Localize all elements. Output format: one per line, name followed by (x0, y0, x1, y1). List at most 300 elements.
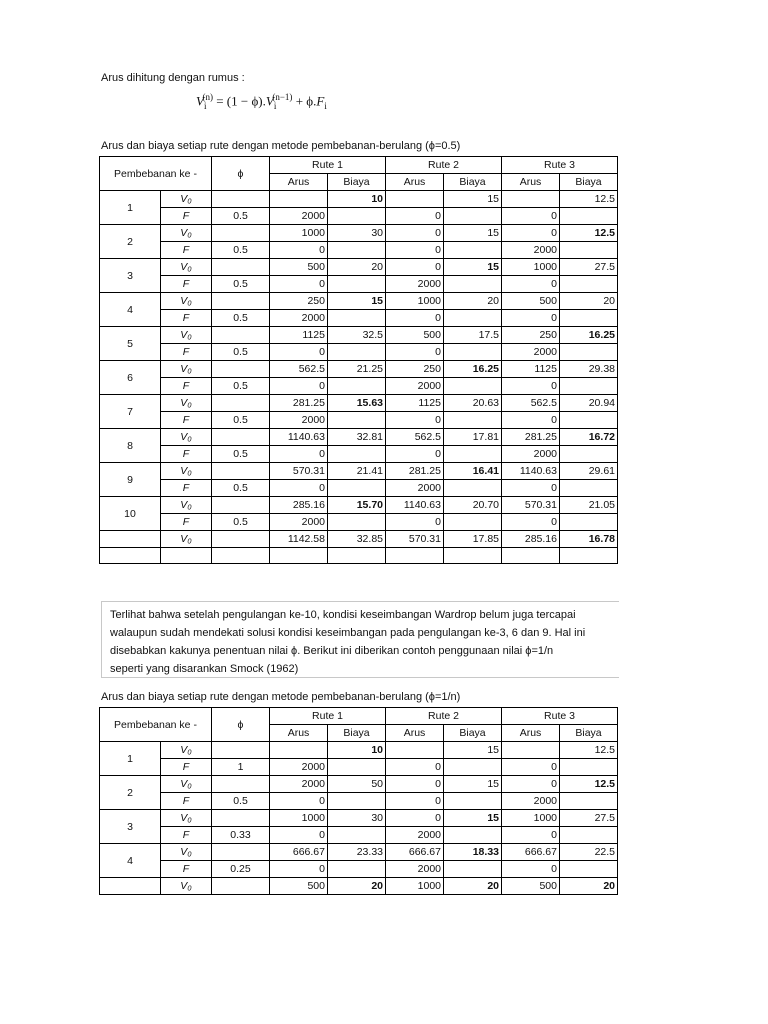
iteration-number: 7 (100, 395, 161, 429)
iteration-number: 4 (100, 293, 161, 327)
header-biaya: Biaya (444, 174, 502, 191)
flow-cell: 666.67 (502, 844, 560, 861)
flow-cell: 500 (502, 293, 560, 310)
header-pembebanan: Pembebanan ke - (100, 157, 212, 191)
cost-cell: 10 (328, 742, 386, 759)
flow-cell: 1140.63 (270, 429, 328, 446)
cost-cell (444, 514, 502, 531)
phi-cell (212, 259, 270, 276)
phi-cell (212, 531, 270, 548)
flow-cell: 281.25 (270, 395, 328, 412)
table-row (100, 191, 618, 208)
flow-cell: 2000 (270, 412, 328, 429)
cost-cell: 12.5 (560, 225, 618, 242)
cost-cell: 27.5 (560, 259, 618, 276)
cost-cell: 15 (444, 259, 502, 276)
cost-cell (328, 793, 386, 810)
table-row (100, 514, 618, 531)
flow-cell: 0 (502, 514, 560, 531)
flow-cell: 0 (502, 225, 560, 242)
iteration-number (100, 531, 161, 548)
flow-cell (270, 742, 328, 759)
cost-cell: 50 (328, 776, 386, 793)
cost-cell: 12.5 (560, 191, 618, 208)
iteration-number: 6 (100, 361, 161, 395)
phi-cell: 0.25 (212, 861, 270, 878)
table-row (100, 827, 618, 844)
table-row (100, 776, 618, 793)
table-row (100, 844, 618, 861)
phi-cell (212, 429, 270, 446)
row-label-v: V₀ (161, 463, 212, 480)
cost-cell: 12.5 (560, 742, 618, 759)
cost-cell: 16.78 (560, 531, 618, 548)
cost-cell (560, 480, 618, 497)
phi-cell (212, 844, 270, 861)
cost-cell (328, 412, 386, 429)
table-phi-05 (99, 156, 618, 564)
row-label-f: F (161, 446, 212, 463)
cost-cell (444, 276, 502, 293)
flow-cell: 1140.63 (502, 463, 560, 480)
header-biaya: Biaya (560, 725, 618, 742)
empty-cell (328, 548, 386, 564)
cost-cell: 20.63 (444, 395, 502, 412)
header-biaya: Biaya (328, 725, 386, 742)
flow-cell: 0 (386, 776, 444, 793)
note-line: walaupun sudah mendekati solusi kondisi keseimbangan pada pengulangan ke-3, 6 dan 9. Hal ini (110, 627, 586, 639)
phi-cell: 0.5 (212, 378, 270, 395)
cost-cell (560, 827, 618, 844)
cost-cell: 12.5 (560, 776, 618, 793)
flow-cell: 500 (270, 878, 328, 895)
cost-cell: 27.5 (560, 810, 618, 827)
cost-cell (444, 793, 502, 810)
flow-cell: 2000 (502, 344, 560, 361)
cost-cell: 29.38 (560, 361, 618, 378)
flow-cell: 2000 (386, 480, 444, 497)
row-label-v: V₀ (161, 327, 212, 344)
flow-cell: 250 (502, 327, 560, 344)
row-label-v: V₀ (161, 361, 212, 378)
cost-cell (560, 344, 618, 361)
iteration-formula: $V_i^{(n)} = (1 - \phi).V_i^{(n-1)} + \phi.F_i$ (196, 92, 327, 111)
phi-cell (212, 463, 270, 480)
header-phi: ϕ (212, 157, 270, 191)
table-row (100, 225, 618, 242)
row-label-f: F (161, 378, 212, 395)
flow-cell: 0 (386, 259, 444, 276)
flow-cell: 0 (502, 480, 560, 497)
cost-cell (444, 861, 502, 878)
phi-cell: 0.5 (212, 310, 270, 327)
note-line: disebabkan kakunya penentuan nilai ϕ. Berikut ini diberikan contoh penggunaan nilai ϕ=1/n (110, 645, 554, 657)
cost-cell: 15 (444, 191, 502, 208)
cost-cell (444, 480, 502, 497)
cost-cell: 23.33 (328, 844, 386, 861)
table-row (100, 412, 618, 429)
cost-cell (444, 446, 502, 463)
cost-cell: 20 (560, 878, 618, 895)
row-label-v: V₀ (161, 293, 212, 310)
table-row (100, 395, 618, 412)
flow-cell: 285.16 (502, 531, 560, 548)
cost-cell (444, 208, 502, 225)
row-label-v: V₀ (161, 844, 212, 861)
header-rute3: Rute 3 (502, 708, 618, 725)
cost-cell: 15 (328, 293, 386, 310)
table2-caption: Arus dan biaya setiap rute dengan metode pembebanan-berulang (ϕ=1/n) (101, 691, 461, 703)
flow-cell: 562.5 (386, 429, 444, 446)
cost-cell: 32.5 (328, 327, 386, 344)
table-row (100, 242, 618, 259)
phi-cell (212, 293, 270, 310)
flow-cell (386, 191, 444, 208)
row-label-f: F (161, 793, 212, 810)
cost-cell: 32.85 (328, 531, 386, 548)
phi-cell: 0.5 (212, 276, 270, 293)
table-row (100, 742, 618, 759)
note-line: seperti yang disarankan Smock (1962) (110, 663, 299, 675)
row-label-f: F (161, 412, 212, 429)
cost-cell: 15.70 (328, 497, 386, 514)
flow-cell: 0 (386, 514, 444, 531)
row-label-v: V₀ (161, 191, 212, 208)
flow-cell: 562.5 (270, 361, 328, 378)
flow-cell: 0 (270, 861, 328, 878)
flow-cell: 0 (502, 276, 560, 293)
table-row (100, 259, 618, 276)
phi-cell: 0.5 (212, 514, 270, 531)
phi-cell (212, 395, 270, 412)
cost-cell: 17.85 (444, 531, 502, 548)
header-biaya: Biaya (328, 174, 386, 191)
table-row (100, 497, 618, 514)
table-row (100, 361, 618, 378)
row-label-v: V₀ (161, 497, 212, 514)
phi-cell (212, 742, 270, 759)
header-biaya: Biaya (560, 174, 618, 191)
row-label-v: V₀ (161, 742, 212, 759)
iteration-number: 9 (100, 463, 161, 497)
cost-cell (328, 344, 386, 361)
phi-cell: 0.5 (212, 446, 270, 463)
iteration-number: 2 (100, 776, 161, 810)
header-arus: Arus (386, 725, 444, 742)
cost-cell (328, 310, 386, 327)
table-row-empty (100, 548, 618, 564)
flow-cell: 1140.63 (386, 497, 444, 514)
cost-cell: 18.33 (444, 844, 502, 861)
flow-cell: 0 (502, 827, 560, 844)
flow-cell: 2000 (386, 276, 444, 293)
flow-cell: 0 (502, 378, 560, 395)
flow-cell: 2000 (502, 793, 560, 810)
flow-cell (502, 742, 560, 759)
cost-cell (560, 514, 618, 531)
flow-cell: 2000 (386, 378, 444, 395)
flow-cell: 500 (386, 327, 444, 344)
phi-cell (212, 191, 270, 208)
header-rute2: Rute 2 (386, 708, 502, 725)
flow-cell: 0 (386, 759, 444, 776)
cost-cell (444, 310, 502, 327)
header-phi: ϕ (212, 708, 270, 742)
iteration-number: 1 (100, 191, 161, 225)
flow-cell: 2000 (270, 776, 328, 793)
row-label-f: F (161, 514, 212, 531)
flow-cell: 0 (386, 810, 444, 827)
cost-cell (328, 861, 386, 878)
flow-cell: 1125 (270, 327, 328, 344)
flow-cell: 250 (270, 293, 328, 310)
flow-cell: 2000 (270, 759, 328, 776)
flow-cell: 2000 (386, 827, 444, 844)
note-line: Terlihat bahwa setelah pengulangan ke-10, kondisi keseimbangan Wardrop belum juga tercapai (110, 609, 576, 621)
cost-cell (328, 242, 386, 259)
flow-cell: 2000 (270, 208, 328, 225)
flow-cell: 570.31 (270, 463, 328, 480)
iteration-number: 3 (100, 259, 161, 293)
phi-cell (212, 361, 270, 378)
flow-cell: 0 (270, 793, 328, 810)
flow-cell: 0 (270, 446, 328, 463)
cost-cell (328, 827, 386, 844)
flow-cell: 0 (386, 344, 444, 361)
cost-cell: 17.5 (444, 327, 502, 344)
cost-cell: 20 (328, 259, 386, 276)
cost-cell (328, 480, 386, 497)
flow-cell: 2000 (270, 514, 328, 531)
table-row (100, 208, 618, 225)
row-label-v: V₀ (161, 395, 212, 412)
flow-cell: 0 (270, 827, 328, 844)
cost-cell (560, 208, 618, 225)
flow-cell: 0 (502, 776, 560, 793)
row-label-f: F (161, 310, 212, 327)
header-pembebanan: Pembebanan ke - (100, 708, 212, 742)
flow-cell: 1000 (502, 259, 560, 276)
flow-cell: 0 (270, 242, 328, 259)
cost-cell (560, 759, 618, 776)
phi-cell (212, 776, 270, 793)
cost-cell (328, 514, 386, 531)
phi-cell: 0.5 (212, 344, 270, 361)
phi-cell (212, 225, 270, 242)
iteration-number: 10 (100, 497, 161, 531)
iteration-number: 1 (100, 742, 161, 776)
table-row (100, 861, 618, 878)
cost-cell: 17.81 (444, 429, 502, 446)
cost-cell (328, 378, 386, 395)
phi-cell: 0.33 (212, 827, 270, 844)
phi-cell: 0.5 (212, 412, 270, 429)
row-label-f: F (161, 759, 212, 776)
cost-cell (444, 242, 502, 259)
flow-cell: 0 (502, 861, 560, 878)
header-rute2: Rute 2 (386, 157, 502, 174)
cost-cell: 16.72 (560, 429, 618, 446)
cost-cell: 10 (328, 191, 386, 208)
flow-cell: 0 (270, 480, 328, 497)
cost-cell (560, 242, 618, 259)
table-row-final (100, 531, 618, 548)
phi-cell (212, 497, 270, 514)
phi-cell: 0.5 (212, 208, 270, 225)
cost-cell (444, 344, 502, 361)
flow-cell: 562.5 (502, 395, 560, 412)
header-rute3: Rute 3 (502, 157, 618, 174)
cost-cell (328, 208, 386, 225)
flow-cell: 666.67 (386, 844, 444, 861)
flow-cell: 0 (270, 344, 328, 361)
iteration-number (100, 878, 161, 895)
cost-cell: 20 (444, 293, 502, 310)
cost-cell: 15 (444, 225, 502, 242)
header-biaya: Biaya (444, 725, 502, 742)
flow-cell: 0 (386, 310, 444, 327)
flow-cell: 1000 (270, 810, 328, 827)
cost-cell (560, 310, 618, 327)
cost-cell (560, 446, 618, 463)
flow-cell: 250 (386, 361, 444, 378)
flow-cell: 0 (270, 276, 328, 293)
iteration-number: 2 (100, 225, 161, 259)
flow-cell: 1000 (502, 810, 560, 827)
row-label-f: F (161, 480, 212, 497)
header-arus: Arus (270, 174, 328, 191)
iteration-number: 4 (100, 844, 161, 878)
empty-cell (100, 548, 161, 564)
flow-cell: 2000 (502, 242, 560, 259)
cost-cell (444, 759, 502, 776)
flow-cell: 0 (386, 225, 444, 242)
phi-cell (212, 878, 270, 895)
cost-cell: 21.25 (328, 361, 386, 378)
cost-cell (328, 759, 386, 776)
cost-cell (444, 827, 502, 844)
cost-cell: 20 (560, 293, 618, 310)
flow-cell (502, 191, 560, 208)
cost-cell: 22.5 (560, 844, 618, 861)
cost-cell (560, 793, 618, 810)
intro-text: Arus dihitung dengan rumus : (101, 72, 245, 84)
row-label-f: F (161, 208, 212, 225)
table-phi-1n (99, 707, 618, 895)
table-row (100, 480, 618, 497)
cost-cell: 20 (328, 878, 386, 895)
header-rute1: Rute 1 (270, 708, 386, 725)
flow-cell: 2000 (502, 446, 560, 463)
flow-cell: 570.31 (386, 531, 444, 548)
cost-cell: 32.81 (328, 429, 386, 446)
flow-cell: 0 (386, 208, 444, 225)
empty-cell (270, 548, 328, 564)
cost-cell: 15 (444, 810, 502, 827)
cost-cell (560, 861, 618, 878)
flow-cell: 0 (386, 242, 444, 259)
phi-cell (212, 810, 270, 827)
flow-cell: 500 (270, 259, 328, 276)
cost-cell: 21.05 (560, 497, 618, 514)
table-row (100, 327, 618, 344)
flow-cell (270, 191, 328, 208)
flow-cell: 285.16 (270, 497, 328, 514)
flow-cell: 1125 (386, 395, 444, 412)
table-row-final (100, 878, 618, 895)
cost-cell (328, 276, 386, 293)
phi-cell: 0.5 (212, 480, 270, 497)
cost-cell: 16.41 (444, 463, 502, 480)
flow-cell: 0 (502, 759, 560, 776)
cost-cell (560, 412, 618, 429)
flow-cell: 570.31 (502, 497, 560, 514)
phi-cell: 0.5 (212, 793, 270, 810)
cost-cell: 15 (444, 742, 502, 759)
cost-cell (444, 412, 502, 429)
flow-cell: 0 (502, 412, 560, 429)
flow-cell: 0 (386, 793, 444, 810)
flow-cell: 1142.58 (270, 531, 328, 548)
table-row (100, 344, 618, 361)
cost-cell (560, 378, 618, 395)
flow-cell: 2000 (270, 310, 328, 327)
row-label-v: V₀ (161, 531, 212, 548)
cost-cell: 20.70 (444, 497, 502, 514)
phi-cell (212, 327, 270, 344)
table-row (100, 793, 618, 810)
cost-cell (444, 378, 502, 395)
row-label-v: V₀ (161, 225, 212, 242)
row-label-f: F (161, 276, 212, 293)
header-arus: Arus (502, 174, 560, 191)
table-row (100, 276, 618, 293)
flow-cell: 0 (386, 446, 444, 463)
flow-cell: 1000 (386, 293, 444, 310)
header-arus: Arus (270, 725, 328, 742)
cost-cell: 29.61 (560, 463, 618, 480)
empty-cell (502, 548, 560, 564)
flow-cell: 1000 (270, 225, 328, 242)
empty-cell (212, 548, 270, 564)
cost-cell: 15 (444, 776, 502, 793)
header-rute1: Rute 1 (270, 157, 386, 174)
flow-cell: 1125 (502, 361, 560, 378)
cost-cell: 16.25 (560, 327, 618, 344)
table-row (100, 810, 618, 827)
header-arus: Arus (386, 174, 444, 191)
iteration-number: 3 (100, 810, 161, 844)
cost-cell (328, 446, 386, 463)
flow-cell (386, 742, 444, 759)
flow-cell: 0 (502, 208, 560, 225)
table-row (100, 429, 618, 446)
flow-cell: 0 (270, 378, 328, 395)
row-label-v: V₀ (161, 259, 212, 276)
cost-cell: 21.41 (328, 463, 386, 480)
empty-cell (444, 548, 502, 564)
cost-cell (560, 276, 618, 293)
table-row (100, 463, 618, 480)
flow-cell: 0 (386, 412, 444, 429)
row-label-f: F (161, 861, 212, 878)
table-row (100, 293, 618, 310)
flow-cell: 281.25 (386, 463, 444, 480)
cost-cell: 30 (328, 225, 386, 242)
table-row (100, 378, 618, 395)
empty-cell (386, 548, 444, 564)
phi-cell: 1 (212, 759, 270, 776)
